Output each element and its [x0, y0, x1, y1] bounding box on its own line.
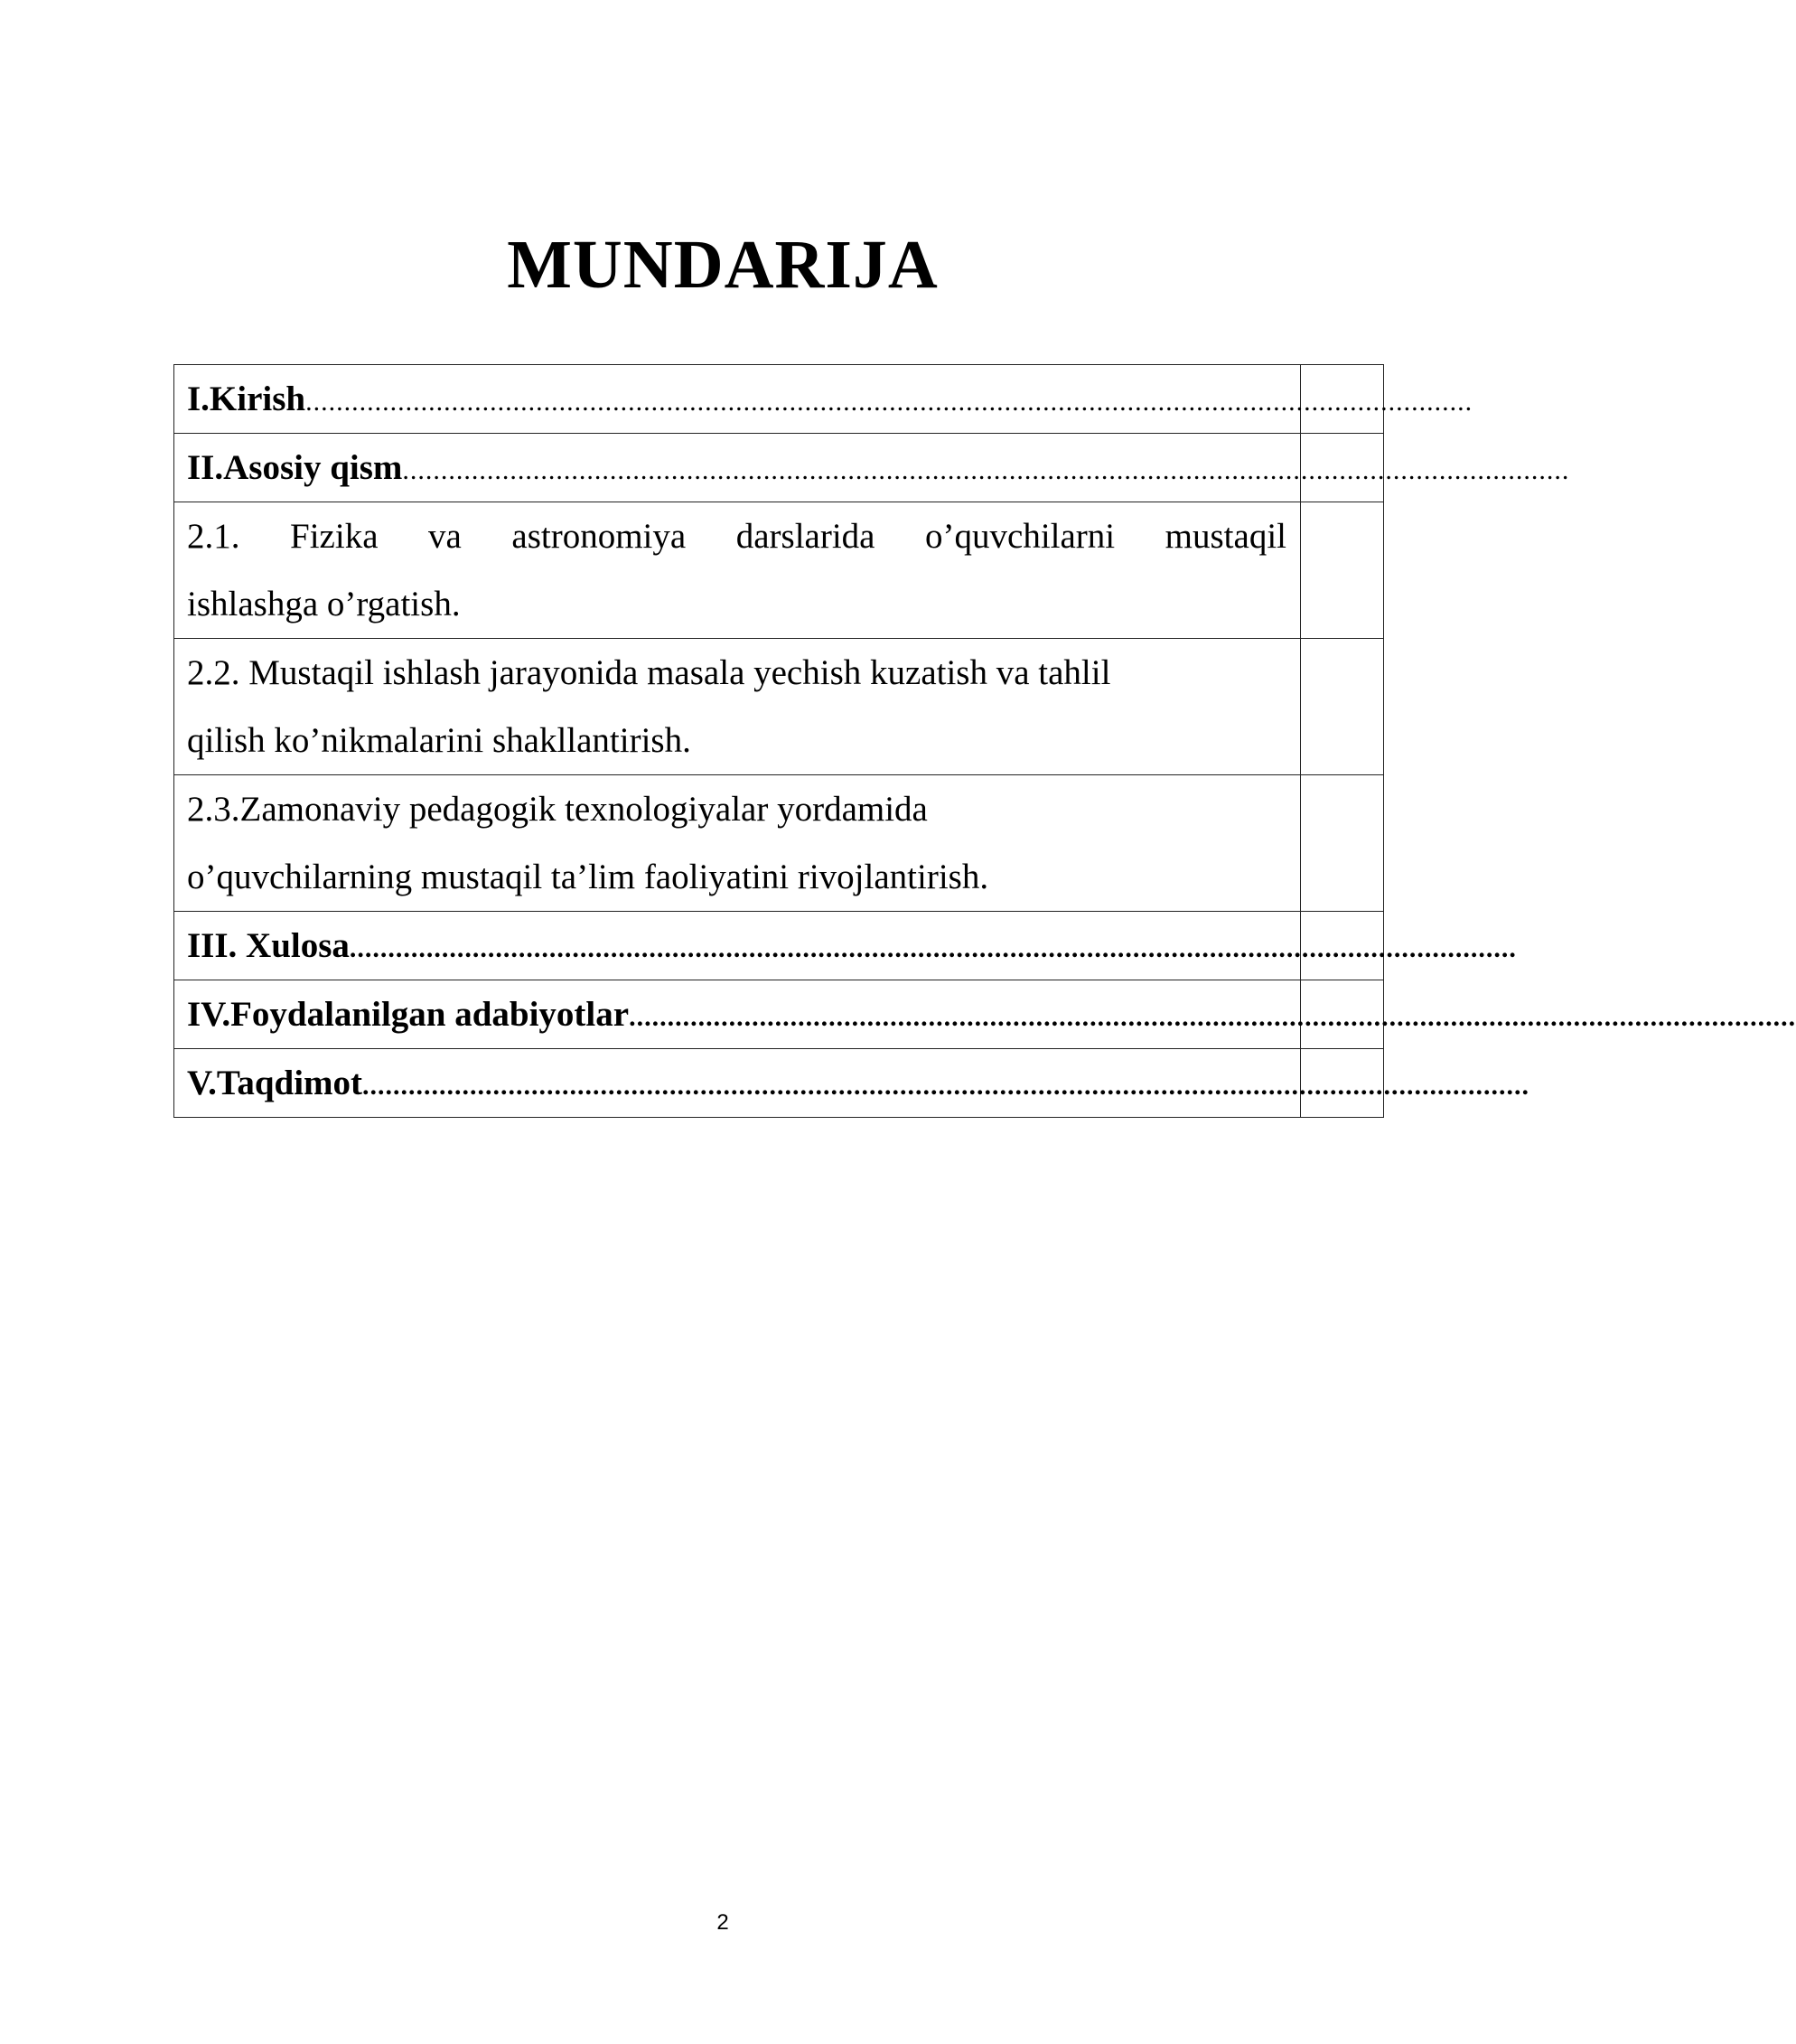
toc-label: IV.Foydalanilgan adabiyotlar: [187, 995, 630, 1034]
toc-word: Fizika: [290, 517, 379, 556]
toc-row-2-2: [174, 639, 1384, 775]
toc-row-2-1: [174, 502, 1384, 639]
toc-row-kirish: [174, 365, 1384, 434]
toc-word: astronomiya: [511, 517, 687, 556]
toc-row-taqdimot: [174, 1049, 1384, 1118]
page-title: MUNDARIJA: [507, 227, 939, 303]
dot-leader: ........................................................................................................................................................: [349, 933, 1517, 963]
toc-line-justified: [187, 502, 1286, 570]
toc-row-2-3: [174, 775, 1384, 912]
toc-entry: [174, 1049, 1530, 1118]
toc-line: [187, 1049, 1530, 1117]
toc-line-2: ishlashga o’rgatish.: [187, 585, 461, 624]
toc-label: III. Xulosa: [187, 926, 350, 965]
page-number: 2: [716, 1910, 729, 1935]
toc-word: o’quvchilarni: [925, 517, 1116, 556]
toc-word: va: [428, 517, 462, 556]
toc-row-asosiy-qism: [174, 434, 1384, 502]
toc-word: 2.1.: [187, 517, 240, 556]
toc-line-1: 2.3.Zamonaviy pedagogik texnologiyalar yordamida: [187, 790, 928, 829]
toc-entry: [174, 639, 1301, 775]
table-of-contents: [173, 364, 1796, 1118]
toc-line: [187, 912, 1517, 980]
toc-word: darslarida: [735, 517, 875, 556]
toc-row-adabiyotlar: [174, 980, 1384, 1049]
toc-entry: [174, 775, 1301, 912]
toc-label: I.Kirish: [187, 380, 306, 418]
toc-entry: [174, 980, 1796, 1049]
toc-entry: [174, 912, 1517, 980]
toc-page-cell: [1301, 639, 1384, 775]
toc-line-1: 2.2. Mustaqil ishlash jarayonida masala yechish kuzatish va tahlil: [187, 653, 1111, 692]
toc-line-2: qilish ko’nikmalarini shakllantirish.: [187, 721, 691, 760]
toc-row-xulosa: [174, 912, 1384, 980]
dot-leader: ........................................................................................................................................................: [362, 1071, 1530, 1101]
toc-line: [187, 434, 1570, 502]
toc-label: II.Asosiy qism: [187, 448, 403, 487]
toc-word: mustaqil: [1165, 517, 1286, 556]
dot-leader: ........................................................................................................................................................: [402, 455, 1570, 485]
toc-line-2: o’quvchilarning mustaqil ta’lim faoliyatini rivojlantirish.: [187, 858, 989, 896]
toc-entry: [174, 365, 1473, 434]
toc-page-cell: [1301, 502, 1384, 639]
toc-label: V.Taqdimot: [187, 1064, 363, 1102]
toc-entry: [174, 434, 1570, 502]
toc-page-cell: [1301, 775, 1384, 912]
toc-entry: [174, 502, 1301, 639]
toc-line: [187, 365, 1473, 433]
dot-leader: ........................................................................................................................................................: [305, 387, 1473, 417]
toc-line: [187, 980, 1796, 1048]
dot-leader: ........................................................................................................................................................: [629, 1002, 1796, 1032]
